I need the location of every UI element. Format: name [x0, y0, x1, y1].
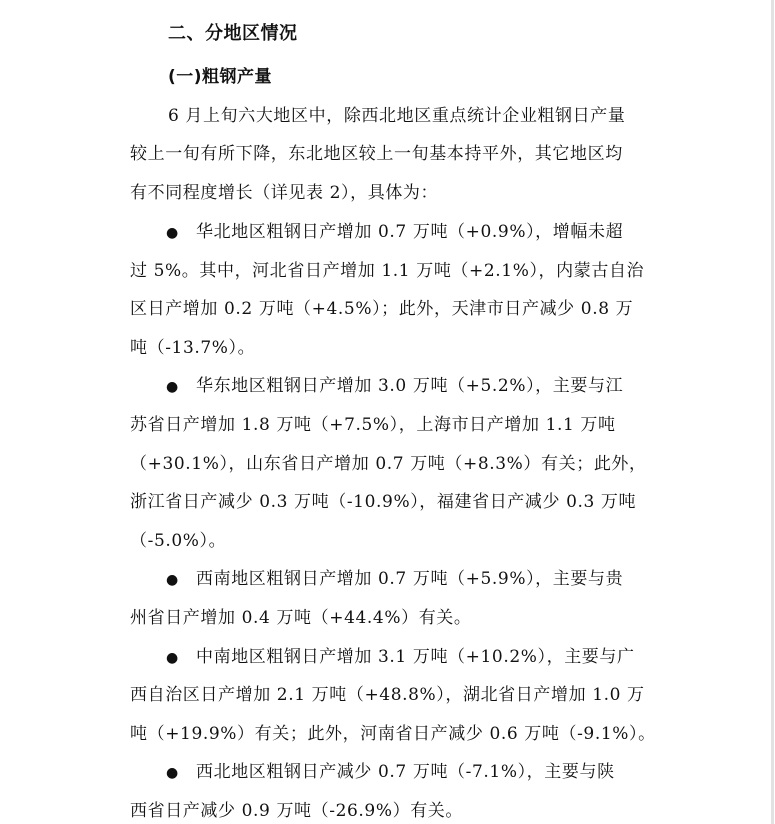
bullet-southwest-line-2: 州省日产增加 0.4 万吨（+44.4%）有关。	[130, 608, 472, 628]
bullet-east-line-5: （-5.0%）。	[130, 531, 227, 551]
bullet-icon: ●	[166, 572, 179, 588]
bullet-east-line-3: （+30.1%），山东省日产增加 0.7 万吨（+8.3%）有关；此外，	[130, 454, 647, 474]
section-heading: 二、分地区情况	[168, 23, 298, 44]
bullet-central-south-line-2: 西自治区日产增加 2.1 万吨（+48.8%），湖北省日产增加 1.0 万	[130, 685, 645, 705]
bullet-icon: ●	[166, 379, 179, 395]
intro-line-1: 6 月上旬六大地区中，除西北地区重点统计企业粗钢日产量	[168, 106, 626, 126]
bullet-north-line-2: 过 5%。其中，河北省日产增加 1.1 万吨（+2.1%），内蒙古自治	[130, 261, 645, 281]
intro-line-3: 有不同程度增长（详见表 2），具体为：	[130, 183, 439, 203]
bullet-north-line-3: 区日产增加 0.2 万吨（+4.5%）；此外，天津市日产减少 0.8 万	[130, 299, 634, 319]
bullet-northwest-line-1: ● 西北地区粗钢日产减少 0.7 万吨（-7.1%），主要与陕	[166, 762, 615, 782]
bullet-north-line-1: ● 华北地区粗钢日产增加 0.7 万吨（+0.9%），增幅未超	[166, 222, 624, 242]
bullet-east-line-2: 苏省日产增加 1.8 万吨（+7.5%），上海市日产增加 1.1 万吨	[130, 415, 616, 435]
bullet-icon: ●	[166, 650, 179, 666]
bullet-icon: ●	[166, 225, 179, 241]
bullet-southwest-line-1: ● 西南地区粗钢日产增加 0.7 万吨（+5.9%），主要与贵	[166, 569, 624, 589]
bullet-central-south-line-1: ● 中南地区粗钢日产增加 3.1 万吨（+10.2%），主要与广	[166, 647, 635, 667]
bullet-east-line-4: 浙江省日产减少 0.3 万吨（-10.9%），福建省日产减少 0.3 万吨	[130, 492, 637, 512]
intro-line-2: 较上一旬有所下降，东北地区较上一旬基本持平外，其它地区均	[130, 144, 623, 164]
bullet-central-south-line-3: 吨（+19.9%）有关；此外，河南省日产减少 0.6 万吨（-9.1%）。	[130, 724, 656, 744]
bullet-icon: ●	[166, 765, 179, 781]
bullet-northwest-line-2: 西省日产减少 0.9 万吨（-26.9%）有关。	[130, 801, 463, 821]
bullet-east-line-1: ● 华东地区粗钢日产增加 3.0 万吨（+5.2%），主要与江	[166, 376, 624, 396]
bullet-north-line-4: 吨（-13.7%）。	[130, 338, 256, 358]
page-edge-divider	[771, 0, 774, 824]
subsection-heading: (一)粗钢产量	[168, 67, 273, 87]
